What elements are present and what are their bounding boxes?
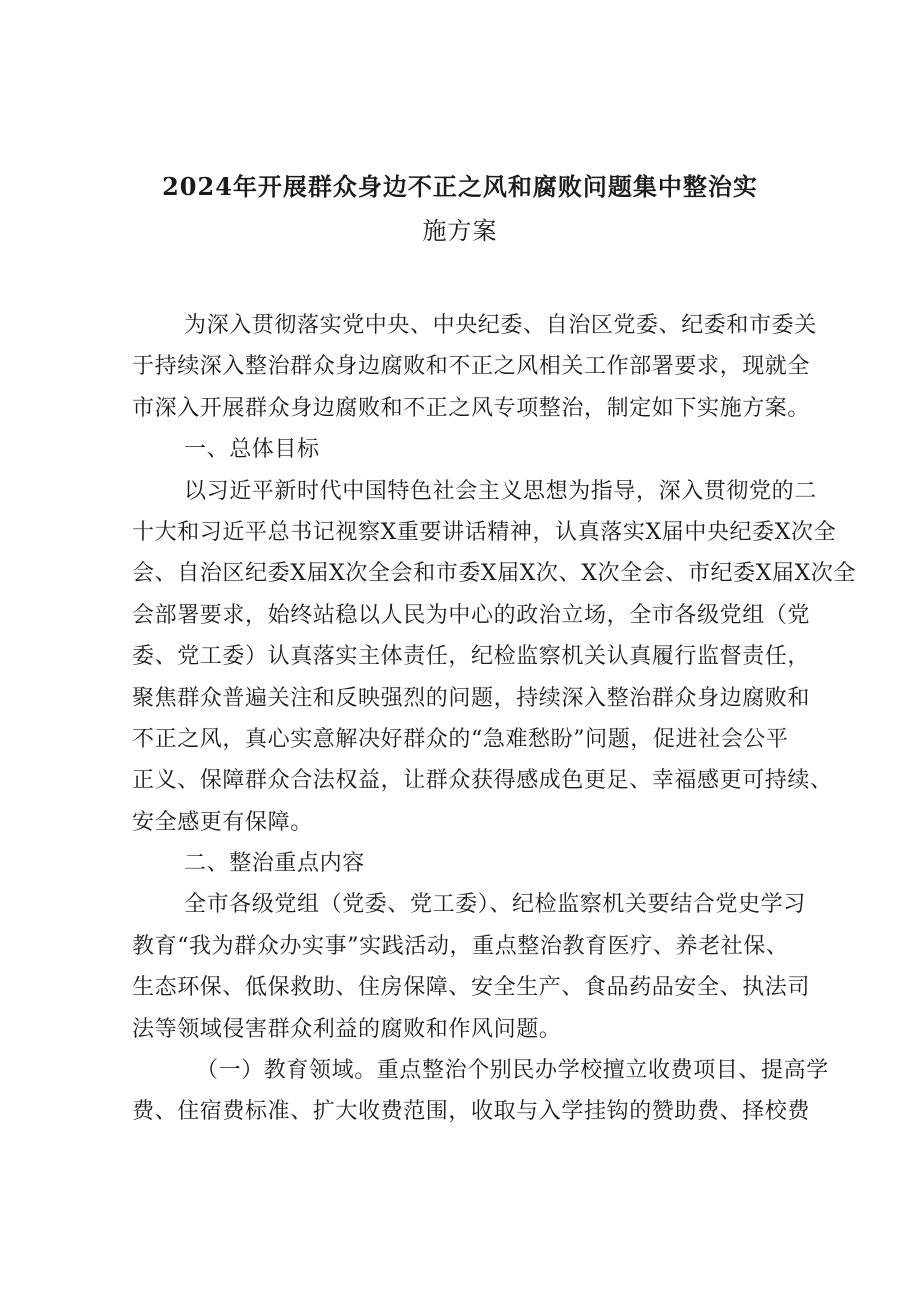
body-line: 市深入开展群众身边腐败和不正之风专项整治，制定如下实施方案。 — [132, 395, 811, 421]
body-line: 正义、保障群众合法权益，让群众获得感成色更足、幸福感更可持续、 — [132, 768, 833, 794]
subsection-line: （一）教育领域。重点整治个别民办学校擅立收费项目、提高学 — [196, 1058, 829, 1084]
body-line: 全市各级党组（党委、党工委）、纪检监察机关要结合党史学习 — [184, 892, 806, 918]
body-line: 以习近平新时代中国特色社会主义思想为指导，深入贯彻党的二 — [184, 478, 817, 504]
body-line: 聚焦群众普遍关注和反映强烈的问题，持续深入整治群众身边腐败和 — [132, 685, 811, 711]
body-line: 安全感更有保障。 — [132, 809, 313, 835]
document-body — [132, 305, 857, 1133]
body-line: 费、住宿费标准、扩大收费范围，收取与入学挂钩的赞助费、择校费 — [132, 1099, 811, 1125]
body-line: 教育“我为群众办实事”实践活动，重点整治教育医疗、养老社保、 — [132, 933, 789, 959]
section-heading: 二、整治重点内容 — [184, 851, 365, 877]
body-line: 委、党工委）认真落实主体责任，纪检监察机关认真履行监督责任， — [132, 644, 811, 670]
body-line: 不正之风，真心实意解决好群众的“急难愁盼”问题，促进社会公平 — [132, 726, 789, 752]
body-line: 于持续深入整治群众身边腐败和不正之风相关工作部署要求，现就全 — [132, 354, 811, 380]
section-heading: 一、总体目标 — [184, 437, 320, 463]
body-line: 会、自治区纪委X届X次全会和市委X届X次、X次全会、市纪委X届X次全 — [132, 561, 857, 587]
body-line: 为深入贯彻落实党中央、中央纪委、自治区党委、纪委和市委关 — [184, 313, 817, 338]
body-line: 生态环保、低保救助、住房保障、安全生产、食品药品安全、执法司 — [132, 975, 811, 1001]
body-line: 会部署要求，始终站稳以人民为中心的政治立场，全市各级党组（党 — [132, 602, 811, 628]
document-title-line-1: 2024年开展群众身边不正之风和腐败问题集中整治实 — [162, 172, 758, 201]
body-line: 十大和习近平总书记视察X重要讲话精神，认真落实X届中央纪委X次全 — [132, 519, 837, 545]
document-title-line-2: 施方案 — [422, 217, 498, 245]
body-line: 法等领域侵害群众利益的腐败和作风问题。 — [132, 1016, 562, 1042]
